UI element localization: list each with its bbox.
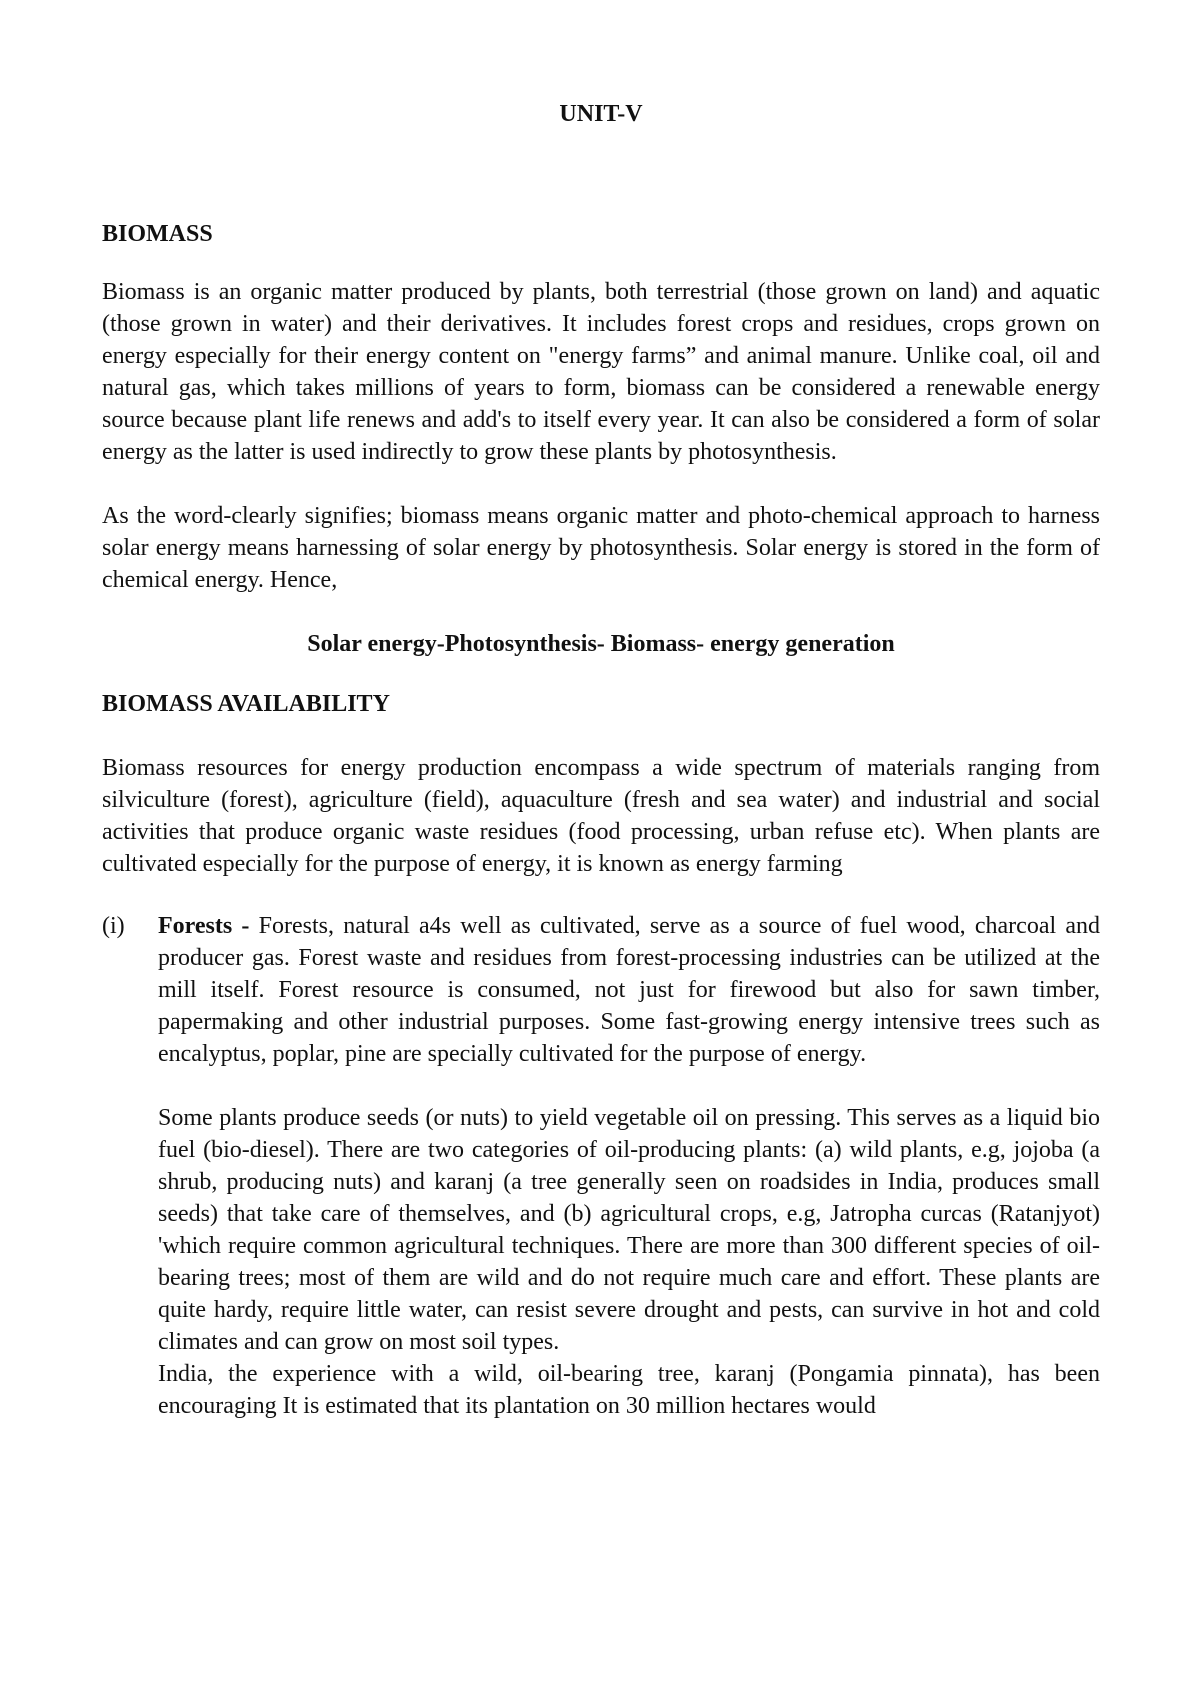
- list-item-text: Forests, natural a4s well as cultivated, serve as a source of fuel wood, charcoal and producer gas. Forest waste and residues from forest-processing industries can be utilized at the mill itself. Forest resource is consumed, not just for firewood but also for sawn timber, papermaking and other industrial purposes. Some fast-growing energy intensive trees such as encalyptus, poplar, pine are specially cultivated for the purpose of energy.: [158, 913, 1100, 1067]
- energy-flow-line: Solar energy-Photosynthesis- Biomass- energy generation: [307, 631, 895, 657]
- list-item-body: [158, 910, 1100, 1070]
- list-item-label: Forests -: [158, 913, 250, 939]
- list-marker: (i): [102, 913, 125, 939]
- paragraph-karanj: India, the experience with a wild, oil-bearing tree, karanj (Pongamia pinnata), has been encouraging It is estimated that its plantation on 30 million hectares would: [158, 1361, 1100, 1419]
- paragraph-oil-plants: Some plants produce seeds (or nuts) to yield vegetable oil on pressing. This serves as a liquid bio fuel (bio-diesel). There are two categories of oil-producing plants: (a) wild plants, e.g, jojoba (a shrub, producing nuts) and karanj (a tree generally seen on roadsides in India, produces small seeds) that take care of themselves, and (b) agricultural crops, e.g, Jatropha curcas (Ratanjyot) 'which require common agricultural techniques. There are more than 300 different species of oil-bearing trees; most of them are wild and do not require much care and effort. These plants are quite hardy, require little water, can resist severe drought and pests, can survive in hot and cold climates and can grow on most soil types.: [158, 1105, 1100, 1355]
- list-item-forests: [102, 910, 1100, 1070]
- paragraph-biomass-definition: Biomass is an organic matter produced by plants, both terrestrial (those grown on land) and aquatic (those grown in water) and their derivatives. It includes forest crops and residues, crops grown on energy especially for their energy content on "energy farms” and animal manure. Unlike coal, oil and natural gas, which takes millions of years to form, biomass can be considered a renewable energy source because plant life renews and add's to itself every year. It can also be considered a form of solar energy as the latter is used indirectly to grow these plants by photosynthesis.: [102, 279, 1100, 465]
- resource-list: [102, 910, 1100, 1070]
- unit-title: UNIT-V: [559, 101, 643, 127]
- heading-biomass: BIOMASS: [102, 221, 213, 247]
- paragraph-availability: Biomass resources for energy production encompass a wide spectrum of materials ranging from silviculture (forest), agriculture (field), aquaculture (fresh and sea water) and industrial and social activities that produce organic waste residues (food processing, urban refuse etc). When plants are cultivated especially for the purpose of energy, it is known as energy farming: [102, 755, 1100, 877]
- heading-biomass-availability: BIOMASS AVAILABILITY: [102, 691, 390, 717]
- paragraph-photochemical: As the word-clearly signifies; biomass means organic matter and photo-chemical approach to harness solar energy means harnessing of solar energy by photosynthesis. Solar energy is stored in the form of chemical energy. Hence,: [102, 503, 1100, 593]
